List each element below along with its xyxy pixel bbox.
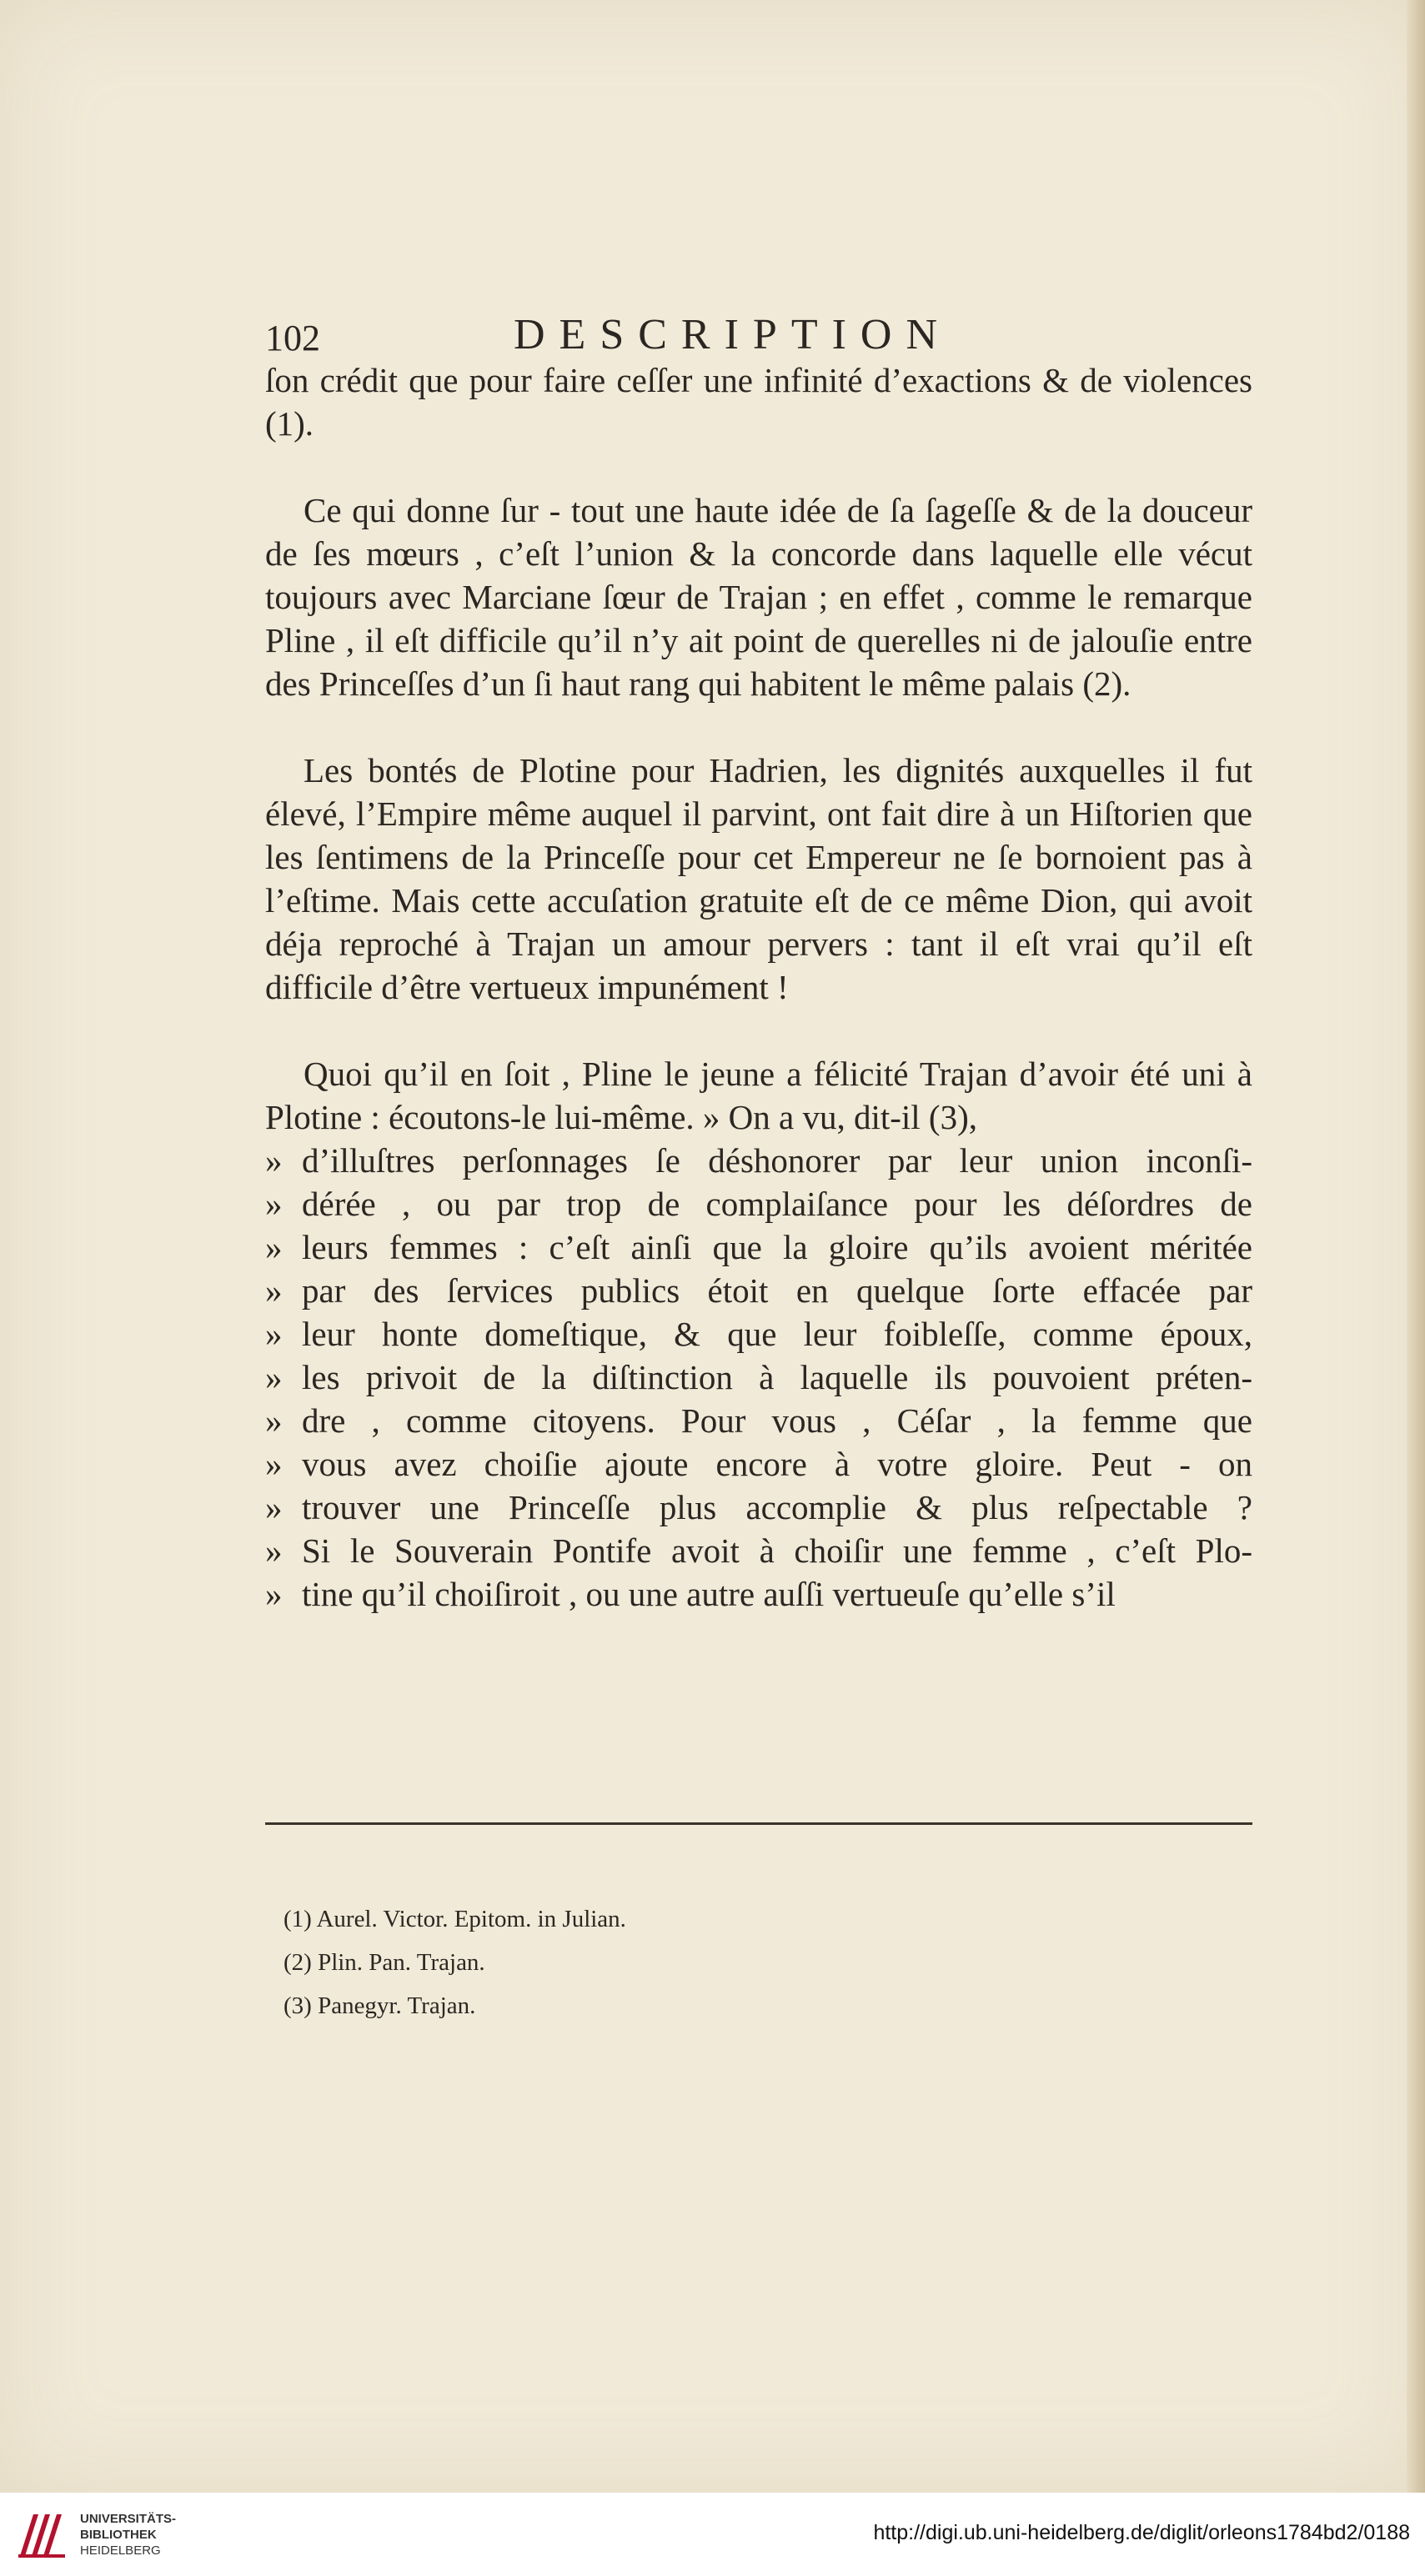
footnote-3: (3) Panegyr. Trajan. bbox=[283, 1992, 476, 2019]
paragraph-1: ſon crédit que pour faire ceſſer une infinité d’exactions & de violences (1). bbox=[265, 361, 1252, 443]
quote-mark: » bbox=[265, 1141, 283, 1180]
quote-text: leur honte domeſtique, & que leur foibleſſe, comme époux, bbox=[302, 1315, 1252, 1353]
library-logo-icon bbox=[15, 2508, 68, 2561]
main-text bbox=[265, 358, 1252, 1616]
quote-text: dre , comme citoyens. Pour vous , Céſar , la femme que bbox=[302, 1401, 1252, 1440]
quote-line bbox=[265, 1269, 1252, 1312]
quotation-block bbox=[265, 1139, 1252, 1616]
quote-line bbox=[265, 1529, 1252, 1572]
quote-text: par des ſervices publics étoit en quelque ſorte effacée par bbox=[302, 1271, 1252, 1310]
library-name-line: UNIVERSITÄTS- bbox=[80, 2512, 177, 2526]
quote-text: les privoit de la diſtinction à laquelle ils pouvoient préten- bbox=[302, 1358, 1252, 1396]
source-url-link[interactable]: http://digi.ub.uni-heidelberg.de/diglit/orleons1784bd2/0188 bbox=[873, 2521, 1410, 2544]
quote-mark: » bbox=[265, 1401, 283, 1440]
library-name-line: BIBLIOTHEK bbox=[80, 2528, 157, 2542]
quote-mark: » bbox=[265, 1315, 283, 1353]
quote-text: Si le Souverain Pontife avoit à choiſir une femme , c’eſt Plo- bbox=[302, 1531, 1252, 1570]
quote-line bbox=[265, 1312, 1252, 1356]
quote-mark: » bbox=[265, 1531, 283, 1570]
footnotes bbox=[283, 1897, 1034, 2027]
quote-line bbox=[265, 1572, 1252, 1616]
library-name bbox=[80, 2511, 176, 2558]
library-name-line: HEIDELBERG bbox=[80, 2543, 161, 2558]
quote-line bbox=[265, 1399, 1252, 1442]
footnote-2: (2) Plin. Pan. Trajan. bbox=[283, 1949, 485, 1976]
quote-text: trouver une Princeſſe plus accomplie & plus reſpectable ? bbox=[302, 1488, 1252, 1526]
quote-line bbox=[265, 1225, 1252, 1269]
digitization-footer bbox=[0, 2493, 1425, 2576]
page-edge bbox=[1407, 0, 1425, 2493]
paragraph-3: Les bontés de Plotine pour Hadrien, les dignités auxquelles il fut élevé, l’Empire même auquel il parvint, ont fait dire à un Hiſtorien que les ſentimens de la Princeſſe pour cet Empereur ne ſe bornoient pas à l’eſtime. Mais cette accuſation gratuite eſt de ce même Dion, qui avoit déja reproché à Trajan un amour pervers : tant il eſt vrai qu’il eſt difficile d’être vertueux impunément ! bbox=[265, 751, 1252, 1006]
paragraph-4: Quoi qu’il en ſoit , Pline le jeune a félicité Trajan d’avoir été uni à Plotine : écoutons-le lui-même. » On a vu, dit-il (3), bbox=[265, 1055, 1252, 1136]
footnote-divider bbox=[265, 1822, 1252, 1825]
quote-mark: » bbox=[265, 1185, 283, 1223]
quote-mark: » bbox=[265, 1575, 283, 1613]
footnote-1: (1) Aurel. Victor. Epitom. in Julian. bbox=[283, 1906, 626, 1932]
quote-text: tine qu’il choiſiroit , ou une autre auſſi vertueuſe qu’elle s’il bbox=[302, 1575, 1116, 1613]
paragraph-2: Ce qui donne ſur - tout une haute idée de ſa ſageſſe & de la douceur de ſes mœurs , c’eſt l’union & la concorde dans laquelle elle vécut toujours avec Marciane ſœur de Trajan ; en effet , comme le remarque Pline , il eſt difficile qu’il n’y ait point de querelles ni de jalouſie entre des Princeſſes d’un ſi haut rang qui habitent le même palais (2). bbox=[265, 491, 1252, 703]
running-title: DESCRIPTION bbox=[514, 311, 952, 358]
quote-text: d’illuſtres perſonnages ſe déshonorer par leur union inconſi- bbox=[302, 1141, 1252, 1180]
quote-mark: » bbox=[265, 1488, 283, 1526]
quote-mark: » bbox=[265, 1358, 283, 1396]
quote-mark: » bbox=[265, 1445, 283, 1483]
quote-text: vous avez choiſie ajoute encore à votre gloire. Peut - on bbox=[302, 1445, 1252, 1483]
quote-line bbox=[265, 1356, 1252, 1399]
quote-mark: » bbox=[265, 1228, 283, 1266]
quote-text: leurs femmes : c’eſt ainſi que la gloire qu’ils avoient méritée bbox=[302, 1228, 1252, 1266]
quote-line bbox=[265, 1442, 1252, 1486]
quote-line bbox=[265, 1182, 1252, 1225]
quote-mark: » bbox=[265, 1271, 283, 1310]
quote-line bbox=[265, 1139, 1252, 1182]
quote-line bbox=[265, 1486, 1252, 1529]
page-number: 102 bbox=[265, 318, 320, 358]
quote-text: dérée , ou par trop de complaiſance pour les déſordres de bbox=[302, 1185, 1252, 1223]
